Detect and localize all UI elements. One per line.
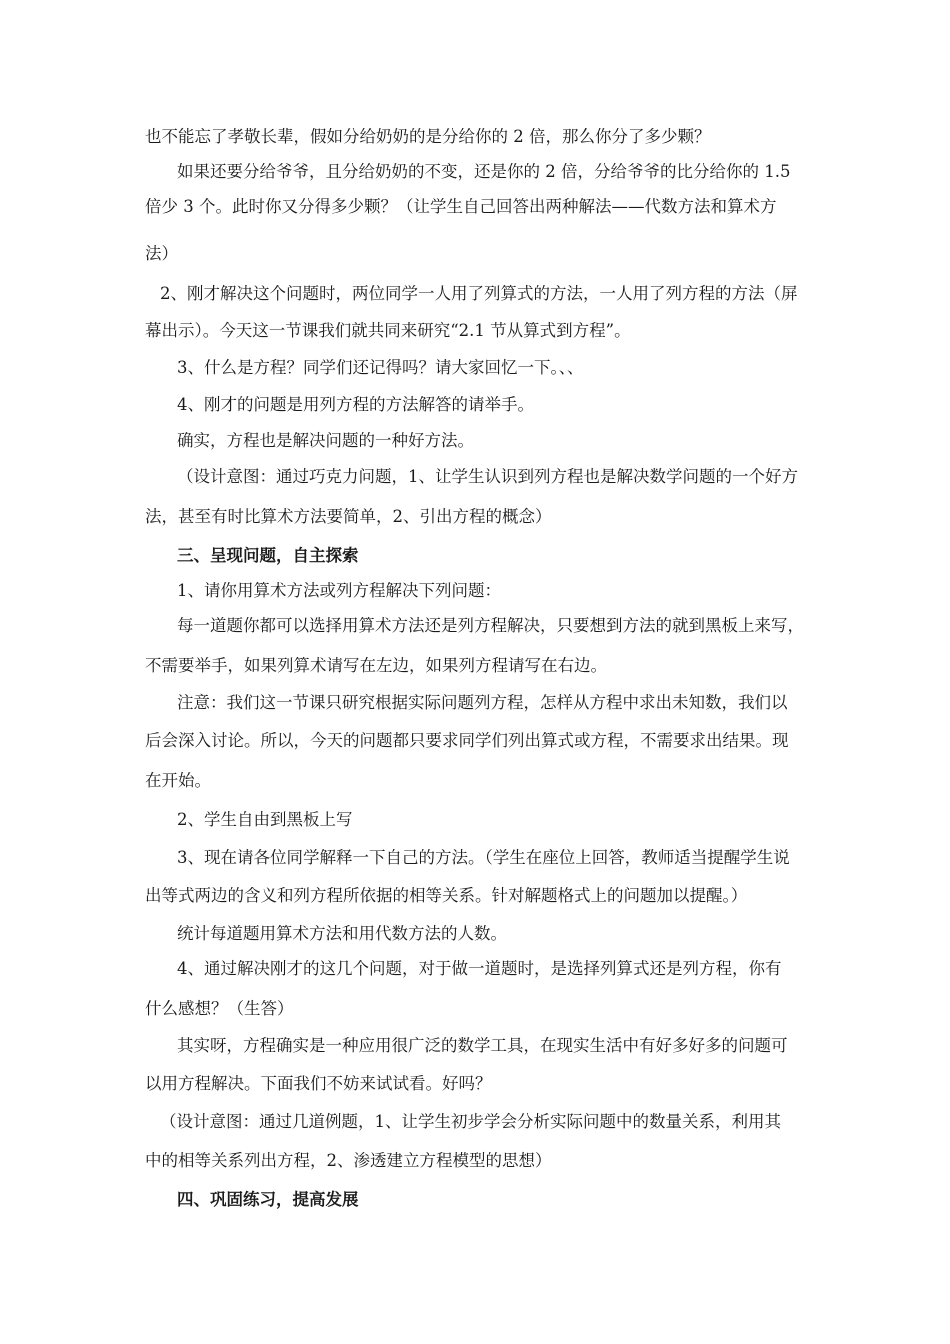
text-line: （设计意图：通过几道例题，1、让学生初步学会分析实际问题中的数量关系，利用其 [160,1112,781,1131]
text-line: 中的相等关系列出方程，2、渗透建立方程模型的思想） [145,1151,552,1170]
text-line: 在开始。 [145,771,211,790]
text-line: 确实，方程也是解决问题的一种好方法。 [177,431,474,450]
text-line: 每一道题你都可以选择用算术方法还是列方程解决，只要想到方法的就到黑板上来写， [177,616,804,635]
text-line: 不需要举手，如果列算术请写在左边，如果列方程请写在右边。 [145,656,607,675]
text-line: （设计意图：通过巧克力问题，1、让学生认识到列方程也是解决数学问题的一个好方 [177,467,798,486]
text-line: 也不能忘了孝敬长辈，假如分给奶奶的是分给你的 2 倍，那么你分了多少颗？ [145,127,711,146]
section-heading: 三、呈现问题，自主探索 [177,546,359,565]
text-line: 法，甚至有时比算术方法要简单，2、引出方程的概念） [145,507,552,526]
text-line: 以用方程解决。下面我们不妨来试试看。好吗？ [145,1074,492,1093]
text-line: 出等式两边的含义和列方程所依据的相等关系。针对解题格式上的问题加以提醒。） [145,886,748,905]
text-line: 2、刚才解决这个问题时，两位同学一人用了列算式的方法，一人用了列方程的方法（屏 [160,284,798,303]
text-line: 3、现在请各位同学解释一下自己的方法。（学生在座位上回答，教师适当提醒学生说 [177,848,790,867]
text-line: 3、什么是方程？同学们还记得吗？请大家回忆一下。、、 [177,358,584,377]
text-line: 统计每道题用算术方法和用代数方法的人数。 [177,924,507,943]
text-line: 4、刚才的问题是用列方程的方法解答的请举手。 [177,395,534,414]
text-line: 法） [145,244,178,263]
text-line: 后会深入讨论。所以，今天的问题都只要求同学们列出算式或方程，不需要求出结果。现 [145,731,789,750]
text-line: 什么感想？（生答） [145,999,294,1018]
text-line: 如果还要分给爷爷，且分给奶奶的不变，还是你的 2 倍，分给爷爷的比分给你的 1.5 [177,162,791,181]
text-line: 1、请你用算术方法或列方程解决下列问题： [177,581,501,600]
text-line: 倍少 3 个。此时你又分得多少颗？（让学生自己回答出两种解法——代数方法和算术方 [145,197,777,216]
text-line: 其实呀，方程确实是一种应用很广泛的数学工具，在现实生活中有好多好多的问题可 [177,1036,788,1055]
text-line: 4、通过解决刚才的这几个问题，对于做一道题时，是选择列算式还是列方程，你有 [177,959,782,978]
text-line: 注意：我们这一节课只研究根据实际问题列方程，怎样从方程中求出未知数，我们以 [177,693,788,712]
section-heading: 四、巩固练习，提高发展 [177,1190,359,1209]
text-line: 幕出示）。今天这一节课我们就共同来研究“2.1 节从算式到方程”。 [145,321,631,340]
text-line: 2、学生自由到黑板上写 [177,810,353,829]
